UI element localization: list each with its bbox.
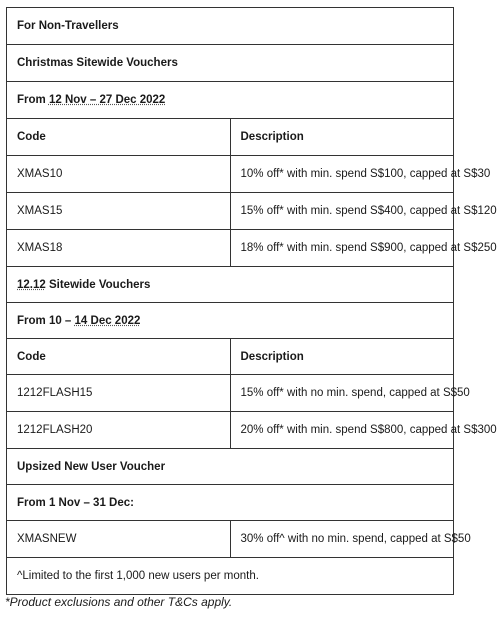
period-row-christmas xyxy=(7,82,454,119)
voucher-code: XMAS10 xyxy=(7,156,231,193)
header-code: Code xyxy=(7,119,231,156)
period-new-user: From 1 Nov – 31 Dec: xyxy=(7,485,454,521)
voucher-description: 10% off* with min. spend S$100, capped at S$30 xyxy=(230,156,454,193)
period-row-flash xyxy=(7,303,454,339)
period-christmas-dates: 12 Nov – 27 Dec 2022 xyxy=(48,94,166,106)
voucher-row xyxy=(7,412,454,449)
period-flash xyxy=(7,303,454,339)
voucher-description: 20% off* with min. spend S$800, capped at S$300 xyxy=(230,412,454,449)
section-row-christmas xyxy=(7,45,454,82)
period-flash-dates: 14 Dec 2022 xyxy=(74,314,141,327)
period-row-new-user xyxy=(7,485,454,521)
limit-note-row xyxy=(7,558,454,595)
voucher-description: 15% off* with min. spend S$400, capped at S$120 xyxy=(230,193,454,230)
terms-footnote: *Product exclusions and other T&Cs apply. xyxy=(5,595,233,609)
voucher-code: XMAS18 xyxy=(7,230,231,267)
voucher-table xyxy=(6,7,497,595)
header-description: Description xyxy=(230,339,454,375)
voucher-row xyxy=(7,193,454,230)
header-row-christmas xyxy=(7,119,454,156)
section-row-flash xyxy=(7,267,454,303)
section-row-non-travellers xyxy=(7,8,454,45)
section-title-non-travellers: For Non-Travellers xyxy=(7,8,454,45)
section-title-flash-number: 12.12 xyxy=(17,278,46,291)
voucher-description: 15% off* with no min. spend, capped at S$50 xyxy=(230,375,454,412)
section-title-flash-rest: Sitewide Vouchers xyxy=(45,278,151,291)
section-title-flash xyxy=(7,267,454,303)
section-title-new-user: Upsized New User Voucher xyxy=(7,449,454,485)
voucher-code: 1212FLASH15 xyxy=(7,375,231,412)
header-code: Code xyxy=(7,339,231,375)
voucher-code: XMASNEW xyxy=(7,521,231,558)
period-christmas xyxy=(7,82,454,119)
period-flash-prefix: From 10 – xyxy=(17,314,75,327)
voucher-row xyxy=(7,230,454,267)
period-christmas-prefix: From xyxy=(17,94,49,106)
voucher-code: 1212FLASH20 xyxy=(7,412,231,449)
section-row-new-user xyxy=(7,449,454,485)
voucher-description: 30% off^ with no min. spend, capped at S$50 xyxy=(230,521,454,558)
voucher-row xyxy=(7,521,454,558)
voucher-code: XMAS15 xyxy=(7,193,231,230)
header-row-flash xyxy=(7,339,454,375)
header-description: Description xyxy=(230,119,454,156)
voucher-row xyxy=(7,375,454,412)
section-title-christmas: Christmas Sitewide Vouchers xyxy=(7,45,454,82)
limit-note: ^Limited to the first 1,000 new users per month. xyxy=(7,558,454,595)
voucher-row xyxy=(7,156,454,193)
voucher-description: 18% off* with min. spend S$900, capped at S$250 xyxy=(230,230,454,267)
